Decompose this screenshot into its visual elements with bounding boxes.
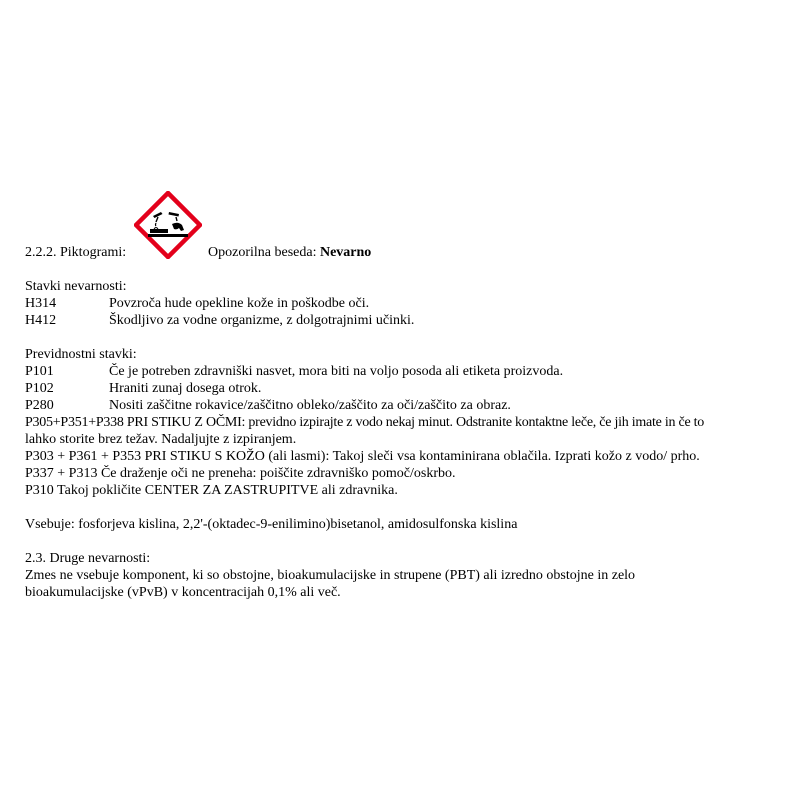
precautionary-heading: Previdnostni stavki:	[25, 347, 137, 362]
p305-line-2: lahko storite brez težav. Nadaljujte z izpiranjem.	[25, 432, 297, 447]
other-hazards-heading: 2.3. Druge nevarnosti:	[25, 551, 151, 566]
hazard-text: Škodljivo za vodne organizme, z dolgotrajnimi učinki.	[109, 313, 415, 328]
p305-line-1: P305+P351+P338 PRI STIKU Z OČMI: previdno izpirajte z vodo nekaj minut. Odstranite kontaktne leče, če jih imate in če to	[25, 415, 705, 430]
precautionary-code: P101	[25, 364, 54, 379]
hazard-code: H412	[25, 313, 57, 328]
hazard-statement-row	[25, 295, 369, 312]
p303-statement: P303 + P361 + P353 PRI STIKU S KOŽO (ali lasmi): Takoj sleči vsa kontaminirana oblačila. Izprati kožo z vodo/ prho.	[25, 449, 700, 464]
precautionary-statement-row	[25, 397, 511, 414]
p310-statement: P310 Takoj pokličite CENTER ZA ZASTRUPITVE ali zdravnika.	[25, 483, 398, 498]
other-hazards-line-1: Zmes ne vsebuje komponent, ki so obstojne, bioakumulacijske in strupene (PBT) ali izredno obstojne in zelo	[25, 568, 636, 583]
precautionary-text: Hraniti zunaj dosega otrok.	[109, 381, 262, 396]
other-hazards-line-2: bioakumulacijske (vPvB) v koncentracijah 0,1% ali več.	[25, 585, 341, 600]
hazard-statement-row	[25, 312, 414, 329]
corrosion-icon	[134, 191, 202, 259]
precautionary-statement-row	[25, 363, 563, 380]
precautionary-statement-row	[25, 380, 261, 397]
hazard-heading: Stavki nevarnosti:	[25, 279, 127, 294]
signal-word-row	[208, 244, 371, 261]
hazard-code: H314	[25, 296, 57, 311]
signal-word-label: Opozorilna beseda:	[208, 245, 317, 260]
precautionary-code: P280	[25, 398, 54, 413]
hazard-text: Povzroča hude opekline kože in poškodbe oči.	[109, 296, 370, 311]
precautionary-text: Nositi zaščitne rokavice/zaščitno obleko/zaščito za oči/zaščito za obraz.	[109, 398, 511, 413]
precautionary-code: P102	[25, 381, 54, 396]
p337-statement: P337 + P313 Če draženje oči ne preneha: poiščite zdravniško pomoč/oskrbo.	[25, 466, 456, 481]
precautionary-text: Če je potreben zdravniški nasvet, mora biti na voljo posoda ali etiketa proizvoda.	[109, 364, 564, 379]
signal-word: Nevarno	[319, 245, 372, 260]
contains-line: Vsebuje: fosforjeva kislina, 2,2'-(oktadec-9-enilimino)bisetanol, amidosulfonska kislina	[25, 517, 518, 532]
pictogram-label: 2.2.2. Piktogrami:	[25, 245, 127, 260]
